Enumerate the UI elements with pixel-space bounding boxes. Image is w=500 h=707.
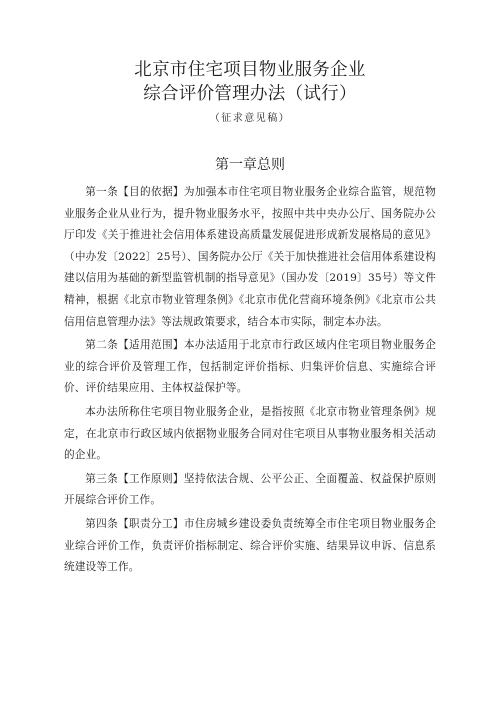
title-line-1: 北京市住宅项目物业服务企业 — [134, 60, 366, 80]
article-3-paragraph: 第三条【工作原则】坚持依法合规、公平公正、全面覆盖、权益保护原则开展综合评价工作。 — [64, 472, 436, 507]
chapter-heading: 第一章总则 — [215, 157, 285, 173]
article-4-paragraph: 第四条【职责分工】市住房城乡建设委负责统筹全市住宅项目物业服务企业综合评价工作，负责评价指标制定、综合评价实施、结果异议申诉、信息系统建设等工作。 — [64, 517, 436, 574]
document-title — [64, 58, 436, 106]
article-1-paragraph: 第一条【目的依据】为加强本市住宅项目物业服务企业综合监管，规范物业服务企业从业行为，提升物业服务水平，按照中共中央办公厅、国务院办公厅印发《关于推进社会信用体系建设高质量发展促进形成新发展格局的意见》（中办发〔2022〕25号）、国务院办公厅《关于加快推进社会信用体系建设构建以信用为基础的新型监管机制的指导意见》（国办发〔2019〕35号）等文件精神，根据《北京市物业管理条例》《北京市优化营商环境条例》《北京市公共信用信息管理办法》等法规政策要求，结合本市实际，制定本办法。 — [64, 186, 436, 328]
document-subtitle: （征求意见稿） — [209, 113, 291, 124]
title-line-2: 综合评价管理办法（试行） — [143, 84, 357, 104]
article-2-definition-paragraph: 本办法所称住宅项目物业服务企业，是指按照《北京市物业管理条例》规定，在北京市行政区域内依据物业服务合同对住宅项目从事物业服务相关活动的企业。 — [64, 405, 436, 462]
article-2-paragraph: 第二条【适用范围】本办法适用于北京市行政区域内住宅项目物业服务企业的综合评价及管理工作，包括制定评价指标、归集评价信息、实施综合评价、评价结果应用、主体权益保护等。 — [64, 339, 436, 395]
